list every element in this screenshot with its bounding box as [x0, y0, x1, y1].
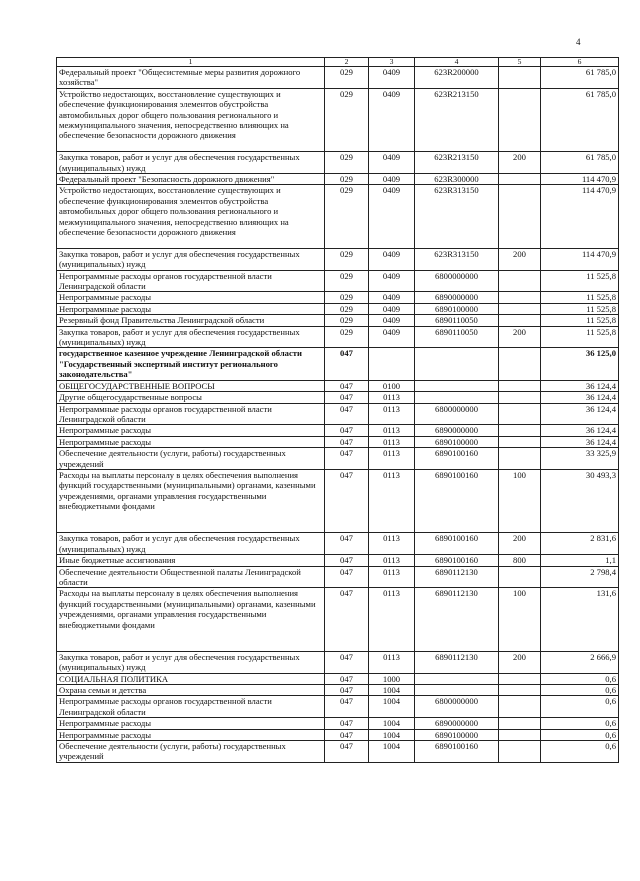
name-cell: ОБЩЕГОСУДАРСТВЕННЫЕ ВОПРОСЫ [57, 380, 325, 391]
section-code-cell: 0409 [369, 174, 415, 185]
name-cell: Расходы на выплаты персоналу в целях обеспечения выполнения функций государственными (муниципальными) органами, казенными учреждениями, органами управления государственными внебюджетными фондами [57, 588, 325, 651]
target-article-cell [415, 392, 499, 403]
target-article-cell: 6890100000 [415, 729, 499, 740]
expense-type-cell [499, 718, 541, 729]
name-cell: Федеральный проект "Безопасность дорожного движения" [57, 174, 325, 185]
amount-cell: 11 525,8 [541, 303, 619, 314]
expense-type-cell [499, 729, 541, 740]
expense-type-cell [499, 448, 541, 470]
budget-code-cell: 047 [325, 392, 369, 403]
budget-code-cell: 029 [325, 185, 369, 248]
target-article-cell: 6890112130 [415, 651, 499, 673]
section-code-cell: 0409 [369, 88, 415, 151]
target-article-cell: 6890100160 [415, 741, 499, 763]
table-row [57, 315, 619, 326]
expense-type-cell [499, 392, 541, 403]
target-article-cell: 6800000000 [415, 270, 499, 292]
column-header: 1 [57, 58, 325, 67]
target-article-cell [415, 380, 499, 391]
expense-type-cell [499, 425, 541, 436]
section-code-cell: 0409 [369, 326, 415, 348]
budget-code-cell: 029 [325, 303, 369, 314]
budget-code-cell: 029 [325, 174, 369, 185]
name-cell: Охрана семьи и детства [57, 684, 325, 695]
amount-cell: 11 525,8 [541, 315, 619, 326]
table-row [57, 469, 619, 532]
column-header: 3 [369, 58, 415, 67]
name-cell: Резервный фонд Правительства Ленинградской области [57, 315, 325, 326]
table-row [57, 403, 619, 425]
expense-type-cell: 100 [499, 588, 541, 651]
expense-type-cell: 100 [499, 469, 541, 532]
name-cell: Расходы на выплаты персоналу в целях обеспечения выполнения функций государственными (муниципальными) органами, казенными учреждениями, органами управления государственными внебюджетными фондами [57, 469, 325, 532]
section-code-cell: 1000 [369, 673, 415, 684]
table-row [57, 380, 619, 391]
table-row [57, 67, 619, 89]
target-article-cell: 6890100000 [415, 303, 499, 314]
expense-type-cell [499, 270, 541, 292]
target-article-cell: 6890000000 [415, 425, 499, 436]
budget-code-cell: 047 [325, 741, 369, 763]
amount-cell: 33 325,9 [541, 448, 619, 470]
table-row [57, 448, 619, 470]
budget-code-cell: 029 [325, 326, 369, 348]
expense-type-cell: 800 [499, 555, 541, 566]
name-cell: Обеспечение деятельности (услуги, работы) государственных учреждений [57, 448, 325, 470]
section-code-cell: 0113 [369, 469, 415, 532]
amount-cell: 36 124,4 [541, 380, 619, 391]
name-cell: Непрограммные расходы [57, 718, 325, 729]
amount-cell: 36 124,4 [541, 425, 619, 436]
target-article-cell: 6890100000 [415, 436, 499, 447]
amount-cell: 11 525,8 [541, 270, 619, 292]
table-row [57, 248, 619, 270]
expense-type-cell [499, 436, 541, 447]
target-article-cell: 623R313150 [415, 248, 499, 270]
name-cell: Непрограммные расходы [57, 729, 325, 740]
amount-cell: 114 470,9 [541, 174, 619, 185]
expense-type-cell: 200 [499, 533, 541, 555]
amount-cell: 0,6 [541, 729, 619, 740]
name-cell: Обеспечение деятельности (услуги, работы) государственных учреждений [57, 741, 325, 763]
name-cell: Закупка товаров, работ и услуг для обеспечения государственных (муниципальных) нужд [57, 326, 325, 348]
target-article-cell: 6890112130 [415, 566, 499, 588]
table-row [57, 566, 619, 588]
section-code-cell: 0409 [369, 303, 415, 314]
section-code-cell: 0409 [369, 315, 415, 326]
name-cell: Закупка товаров, работ и услуг для обеспечения государственных (муниципальных) нужд [57, 152, 325, 174]
section-code-cell: 0113 [369, 403, 415, 425]
target-article-cell: 623R200000 [415, 67, 499, 89]
table-row [57, 673, 619, 684]
section-code-cell: 0409 [369, 248, 415, 270]
budget-code-cell: 047 [325, 380, 369, 391]
table-row [57, 718, 619, 729]
name-cell: Непрограммные расходы [57, 292, 325, 303]
amount-cell: 2 798,4 [541, 566, 619, 588]
budget-code-cell: 029 [325, 67, 369, 89]
target-article-cell: 6890110050 [415, 315, 499, 326]
amount-cell: 11 525,8 [541, 292, 619, 303]
name-cell: Непрограммные расходы органов государственной власти Ленинградской области [57, 696, 325, 718]
budget-code-cell: 047 [325, 684, 369, 695]
name-cell: Непрограммные расходы органов государственной власти Ленинградской области [57, 270, 325, 292]
name-cell: Федеральный проект "Общесистемные меры развития дорожного хозяйства" [57, 67, 325, 89]
amount-cell: 0,6 [541, 684, 619, 695]
section-code-cell: 0409 [369, 185, 415, 248]
target-article-cell: 6890100160 [415, 469, 499, 532]
column-header: 5 [499, 58, 541, 67]
expense-type-cell [499, 185, 541, 248]
amount-cell: 0,6 [541, 718, 619, 729]
table-row [57, 741, 619, 763]
name-cell: Непрограммные расходы [57, 436, 325, 447]
budget-code-cell: 047 [325, 555, 369, 566]
target-article-cell: 623R213150 [415, 88, 499, 151]
expense-type-cell [499, 403, 541, 425]
target-article-cell: 6800000000 [415, 403, 499, 425]
expense-type-cell: 200 [499, 152, 541, 174]
expense-type-cell [499, 88, 541, 151]
expense-type-cell [499, 348, 541, 380]
amount-cell: 36 125,0 [541, 348, 619, 380]
section-code-cell: 0113 [369, 555, 415, 566]
budget-code-cell: 029 [325, 315, 369, 326]
section-code-cell: 0409 [369, 67, 415, 89]
budget-code-cell: 047 [325, 718, 369, 729]
name-cell: Непрограммные расходы [57, 425, 325, 436]
budget-code-cell: 047 [325, 448, 369, 470]
budget-code-cell: 029 [325, 88, 369, 151]
target-article-cell [415, 684, 499, 695]
expense-type-cell [499, 741, 541, 763]
page-number: 4 [576, 37, 581, 47]
amount-cell: 61 785,0 [541, 152, 619, 174]
expense-type-cell [499, 673, 541, 684]
table-header-row [57, 58, 619, 67]
table-row [57, 270, 619, 292]
expense-type-cell [499, 174, 541, 185]
budget-table [56, 57, 619, 763]
target-article-cell [415, 348, 499, 380]
name-cell: Закупка товаров, работ и услуг для обеспечения государственных (муниципальных) нужд [57, 533, 325, 555]
target-article-cell [415, 673, 499, 684]
expense-type-cell [499, 566, 541, 588]
section-code-cell: 1004 [369, 729, 415, 740]
amount-cell: 1,1 [541, 555, 619, 566]
table-row [57, 696, 619, 718]
name-cell: СОЦИАЛЬНАЯ ПОЛИТИКА [57, 673, 325, 684]
section-code-cell: 1004 [369, 684, 415, 695]
amount-cell: 0,6 [541, 741, 619, 763]
section-code-cell: 0113 [369, 533, 415, 555]
name-cell: Непрограммные расходы [57, 303, 325, 314]
amount-cell: 2 666,9 [541, 651, 619, 673]
section-code-cell: 0409 [369, 270, 415, 292]
name-cell: государственное казенное учреждение Ленинградской области "Государственный экспертный институт регионального законодательства" [57, 348, 325, 380]
table-row [57, 88, 619, 151]
budget-code-cell: 047 [325, 651, 369, 673]
table-row [57, 684, 619, 695]
section-code-cell: 0100 [369, 380, 415, 391]
budget-code-cell: 047 [325, 403, 369, 425]
expense-type-cell [499, 696, 541, 718]
target-article-cell: 6890112130 [415, 588, 499, 651]
section-code-cell: 0113 [369, 436, 415, 447]
target-article-cell: 6800000000 [415, 696, 499, 718]
expense-type-cell [499, 67, 541, 89]
section-code-cell [369, 348, 415, 380]
budget-code-cell: 047 [325, 673, 369, 684]
name-cell: Другие общегосударственные вопросы [57, 392, 325, 403]
table-row [57, 533, 619, 555]
amount-cell: 0,6 [541, 673, 619, 684]
section-code-cell: 0113 [369, 448, 415, 470]
table-row [57, 651, 619, 673]
section-code-cell: 0409 [369, 292, 415, 303]
expense-type-cell: 200 [499, 326, 541, 348]
amount-cell: 0,6 [541, 696, 619, 718]
target-article-cell: 6890100160 [415, 555, 499, 566]
name-cell: Обеспечение деятельности Общественной палаты Ленинградской области [57, 566, 325, 588]
budget-code-cell: 029 [325, 270, 369, 292]
amount-cell: 2 831,6 [541, 533, 619, 555]
name-cell: Устройство недостающих, восстановление существующих и обеспечение функционирования элементов обустройства автомобильных дорог общего пользования регионального и межмуниципального значения, непосредственно влияющих на обеспечение безопасности дорожного движения [57, 88, 325, 151]
column-header: 6 [541, 58, 619, 67]
expense-type-cell: 200 [499, 248, 541, 270]
expense-type-cell [499, 303, 541, 314]
target-article-cell: 6890110050 [415, 326, 499, 348]
table-row [57, 436, 619, 447]
target-article-cell: 623R300000 [415, 174, 499, 185]
table-row [57, 392, 619, 403]
table-row [57, 555, 619, 566]
expense-type-cell [499, 292, 541, 303]
budget-code-cell: 029 [325, 152, 369, 174]
section-code-cell: 1004 [369, 696, 415, 718]
name-cell: Устройство недостающих, восстановление существующих и обеспечение функционирования элементов обустройства автомобильных дорог общего пользования регионального и межмуниципального значения, непосредственно влияющих на обеспечение безопасности дорожного движения [57, 185, 325, 248]
column-header: 4 [415, 58, 499, 67]
budget-code-cell: 047 [325, 696, 369, 718]
amount-cell: 36 124,4 [541, 436, 619, 447]
name-cell: Закупка товаров, работ и услуг для обеспечения государственных (муниципальных) нужд [57, 651, 325, 673]
budget-code-cell: 047 [325, 588, 369, 651]
amount-cell: 30 493,3 [541, 469, 619, 532]
budget-code-cell: 047 [325, 436, 369, 447]
table-row [57, 348, 619, 380]
budget-code-cell: 047 [325, 425, 369, 436]
expense-type-cell [499, 315, 541, 326]
section-code-cell: 0113 [369, 392, 415, 403]
expense-type-cell: 200 [499, 651, 541, 673]
table-row [57, 588, 619, 651]
amount-cell: 61 785,0 [541, 88, 619, 151]
table-row [57, 152, 619, 174]
amount-cell: 131,6 [541, 588, 619, 651]
table-row [57, 303, 619, 314]
section-code-cell: 0409 [369, 152, 415, 174]
target-article-cell: 6890000000 [415, 718, 499, 729]
section-code-cell: 0113 [369, 425, 415, 436]
budget-code-cell: 047 [325, 469, 369, 532]
column-header: 2 [325, 58, 369, 67]
target-article-cell: 623R313150 [415, 185, 499, 248]
section-code-cell: 0113 [369, 566, 415, 588]
amount-cell: 114 470,9 [541, 185, 619, 248]
table-row [57, 292, 619, 303]
name-cell: Иные бюджетные ассигнования [57, 555, 325, 566]
amount-cell: 11 525,8 [541, 326, 619, 348]
table-row [57, 425, 619, 436]
budget-code-cell: 029 [325, 292, 369, 303]
section-code-cell: 0113 [369, 651, 415, 673]
section-code-cell: 1004 [369, 741, 415, 763]
table-row [57, 174, 619, 185]
amount-cell: 61 785,0 [541, 67, 619, 89]
amount-cell: 114 470,9 [541, 248, 619, 270]
section-code-cell: 1004 [369, 718, 415, 729]
budget-code-cell: 047 [325, 348, 369, 380]
expense-type-cell [499, 684, 541, 695]
target-article-cell: 6890100160 [415, 533, 499, 555]
name-cell: Закупка товаров, работ и услуг для обеспечения государственных (муниципальных) нужд [57, 248, 325, 270]
target-article-cell: 6890100160 [415, 448, 499, 470]
budget-code-cell: 047 [325, 566, 369, 588]
table-row [57, 326, 619, 348]
budget-code-cell: 047 [325, 729, 369, 740]
amount-cell: 36 124,4 [541, 392, 619, 403]
target-article-cell: 6890000000 [415, 292, 499, 303]
amount-cell: 36 124,4 [541, 403, 619, 425]
section-code-cell: 0113 [369, 588, 415, 651]
table-row [57, 185, 619, 248]
budget-code-cell: 029 [325, 248, 369, 270]
name-cell: Непрограммные расходы органов государственной власти Ленинградской области [57, 403, 325, 425]
table-row [57, 729, 619, 740]
target-article-cell: 623R213150 [415, 152, 499, 174]
expense-type-cell [499, 380, 541, 391]
budget-code-cell: 047 [325, 533, 369, 555]
